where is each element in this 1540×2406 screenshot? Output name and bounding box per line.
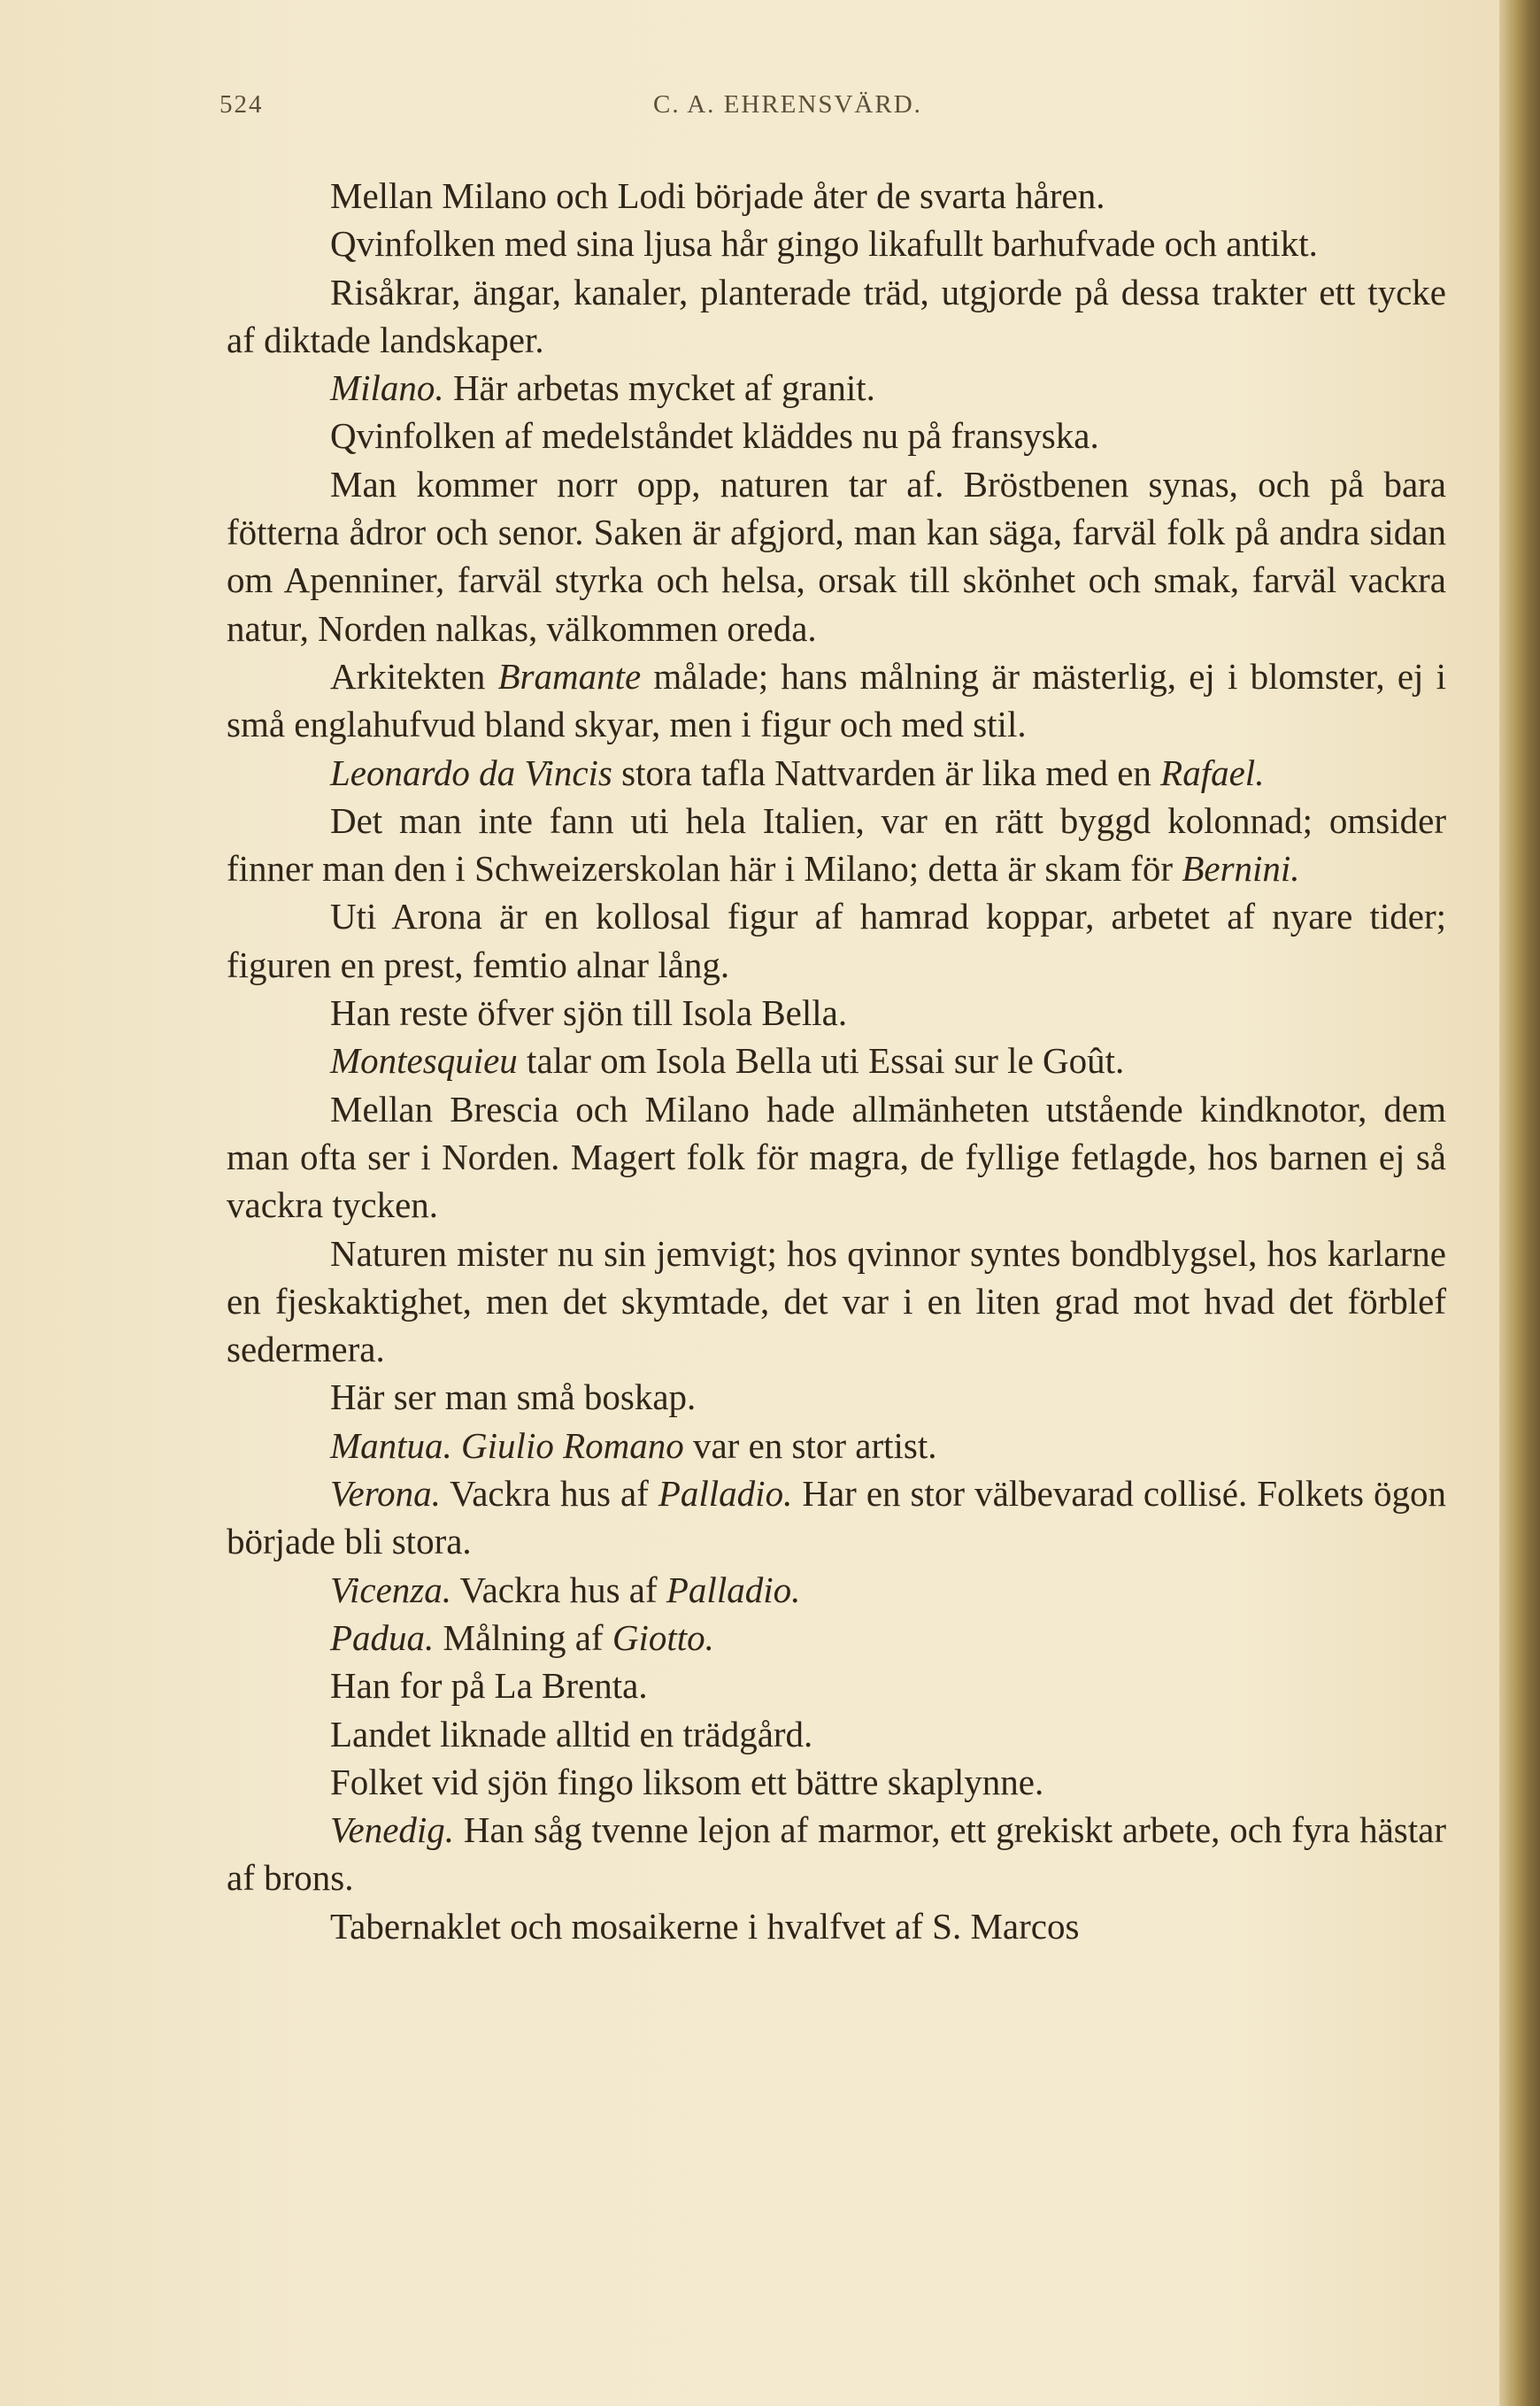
running-head: C. A. EHRENSVÄRD. bbox=[653, 90, 922, 119]
paragraph: Padua. Målning af Giotto. bbox=[330, 1616, 714, 1658]
paragraph: Mellan Milano och Lodi började åter de svarta håren. bbox=[330, 175, 1105, 216]
person-name: Leonardo da Vincis bbox=[330, 752, 612, 793]
person-name: Palladio. bbox=[666, 1569, 801, 1610]
place-name: Padua. bbox=[330, 1616, 435, 1658]
paragraph: Arkitekten Bramante målade; hans målning är mästerlig, ej i blomster, ej i små englahufvud bland skyar, men i figur och med stil. bbox=[227, 655, 1446, 745]
page-header bbox=[219, 90, 1459, 126]
person-name: Giulio Romano bbox=[461, 1424, 684, 1466]
paragraph: Det man inte fann uti hela Italien, var en rätt byggd kolonnad; omsider finner man den i Schweizerskolan här i Milano; detta är skam för Bernini. bbox=[227, 799, 1446, 890]
paragraph: Verona. Vackra hus af Palladio. Har en stor välbevarad collisé. Folkets ögon började bli stora. bbox=[227, 1473, 1446, 1562]
paragraph: Mellan Brescia och Milano hade allmänheten utstående kindknotor, dem man ofta ser i Norden. Magert folk för magra, de fyllige fetlagde, hos barnen ej så vackra tycken. bbox=[227, 1088, 1446, 1226]
paragraph: Uti Arona är en kollosal figur af hamrad koppar, arbetet af nyare tider; figuren en prest, femtio alnar lång. bbox=[227, 896, 1446, 985]
paragraph: Leonardo da Vincis stora tafla Nattvarden är lika med en Rafael. bbox=[330, 752, 1265, 793]
paragraph: Montesquieu talar om Isola Bella uti Essai sur le Goût. bbox=[330, 1040, 1125, 1082]
paragraph: Landet liknade alltid en trädgård. bbox=[330, 1713, 813, 1754]
person-name: Rafael. bbox=[1160, 752, 1265, 793]
page-edge bbox=[1499, 0, 1540, 2406]
place-name: Mantua. bbox=[330, 1424, 452, 1466]
person-name: Giotto. bbox=[612, 1616, 714, 1658]
paragraph: Han for på La Brenta. bbox=[330, 1665, 648, 1707]
paragraph: Naturen mister nu sin jemvigt; hos qvinnor syntes bondblygsel, hos karlarne en fjeskaktighet, men det skymtade, det var i en liten grad mot hvad det förblef sedermera. bbox=[227, 1232, 1446, 1370]
place-name: Vicenza. bbox=[330, 1569, 451, 1610]
place-name: Milano. bbox=[330, 367, 444, 409]
paragraph: Här ser man små boskap. bbox=[330, 1377, 697, 1418]
paragraph: Qvinfolken af medelståndet kläddes nu på fransyska. bbox=[330, 415, 1099, 457]
body-text bbox=[227, 172, 1446, 1950]
person-name: Montesquieu bbox=[330, 1040, 518, 1082]
paragraph: Vicenza. Vackra hus af Palladio. bbox=[330, 1569, 801, 1610]
paragraph: Milano. Här arbetas mycket af granit. bbox=[330, 367, 875, 409]
paragraph: Han reste öfver sjön till Isola Bella. bbox=[330, 992, 848, 1034]
place-name: Verona. bbox=[330, 1473, 441, 1515]
paragraph: Man kommer norr opp, naturen tar af. Bröstbenen synas, och på bara fötterna ådror och senor. Saken är afgjord, man kan säga, farväl folk på andra sidan om Apenniner, farväl styrka och helsa, orsak till skönhet och smak, farväl vackra natur, Norden nalkas, välkommen oreda. bbox=[227, 463, 1446, 649]
paragraph: Qvinfolken med sina ljusa hår gingo likafullt barhufvade och antikt. bbox=[330, 223, 1318, 265]
paragraph: Venedig. Han såg tvenne lejon af marmor, ett grekiskt arbete, och fyra hästar af brons. bbox=[227, 1809, 1446, 1899]
paragraph: Mantua. Giulio Romano var en stor artist. bbox=[330, 1424, 937, 1466]
paragraph: Tabernaklet och mosaikerne i hvalfvet af S. Marcos bbox=[330, 1905, 1080, 1947]
person-name: Palladio. bbox=[658, 1473, 793, 1515]
page-number: 524 bbox=[219, 90, 264, 119]
person-name: Bernini. bbox=[1182, 848, 1300, 890]
person-name: Bramante bbox=[497, 655, 642, 697]
paragraph: Folket vid sjön fingo liksom ett bättre skaplynne. bbox=[330, 1761, 1044, 1802]
paragraph: Risåkrar, ängar, kanaler, planterade träd, utgjorde på dessa trakter ett tycke af diktade landskaper. bbox=[227, 271, 1446, 360]
place-name: Venedig. bbox=[330, 1809, 455, 1851]
